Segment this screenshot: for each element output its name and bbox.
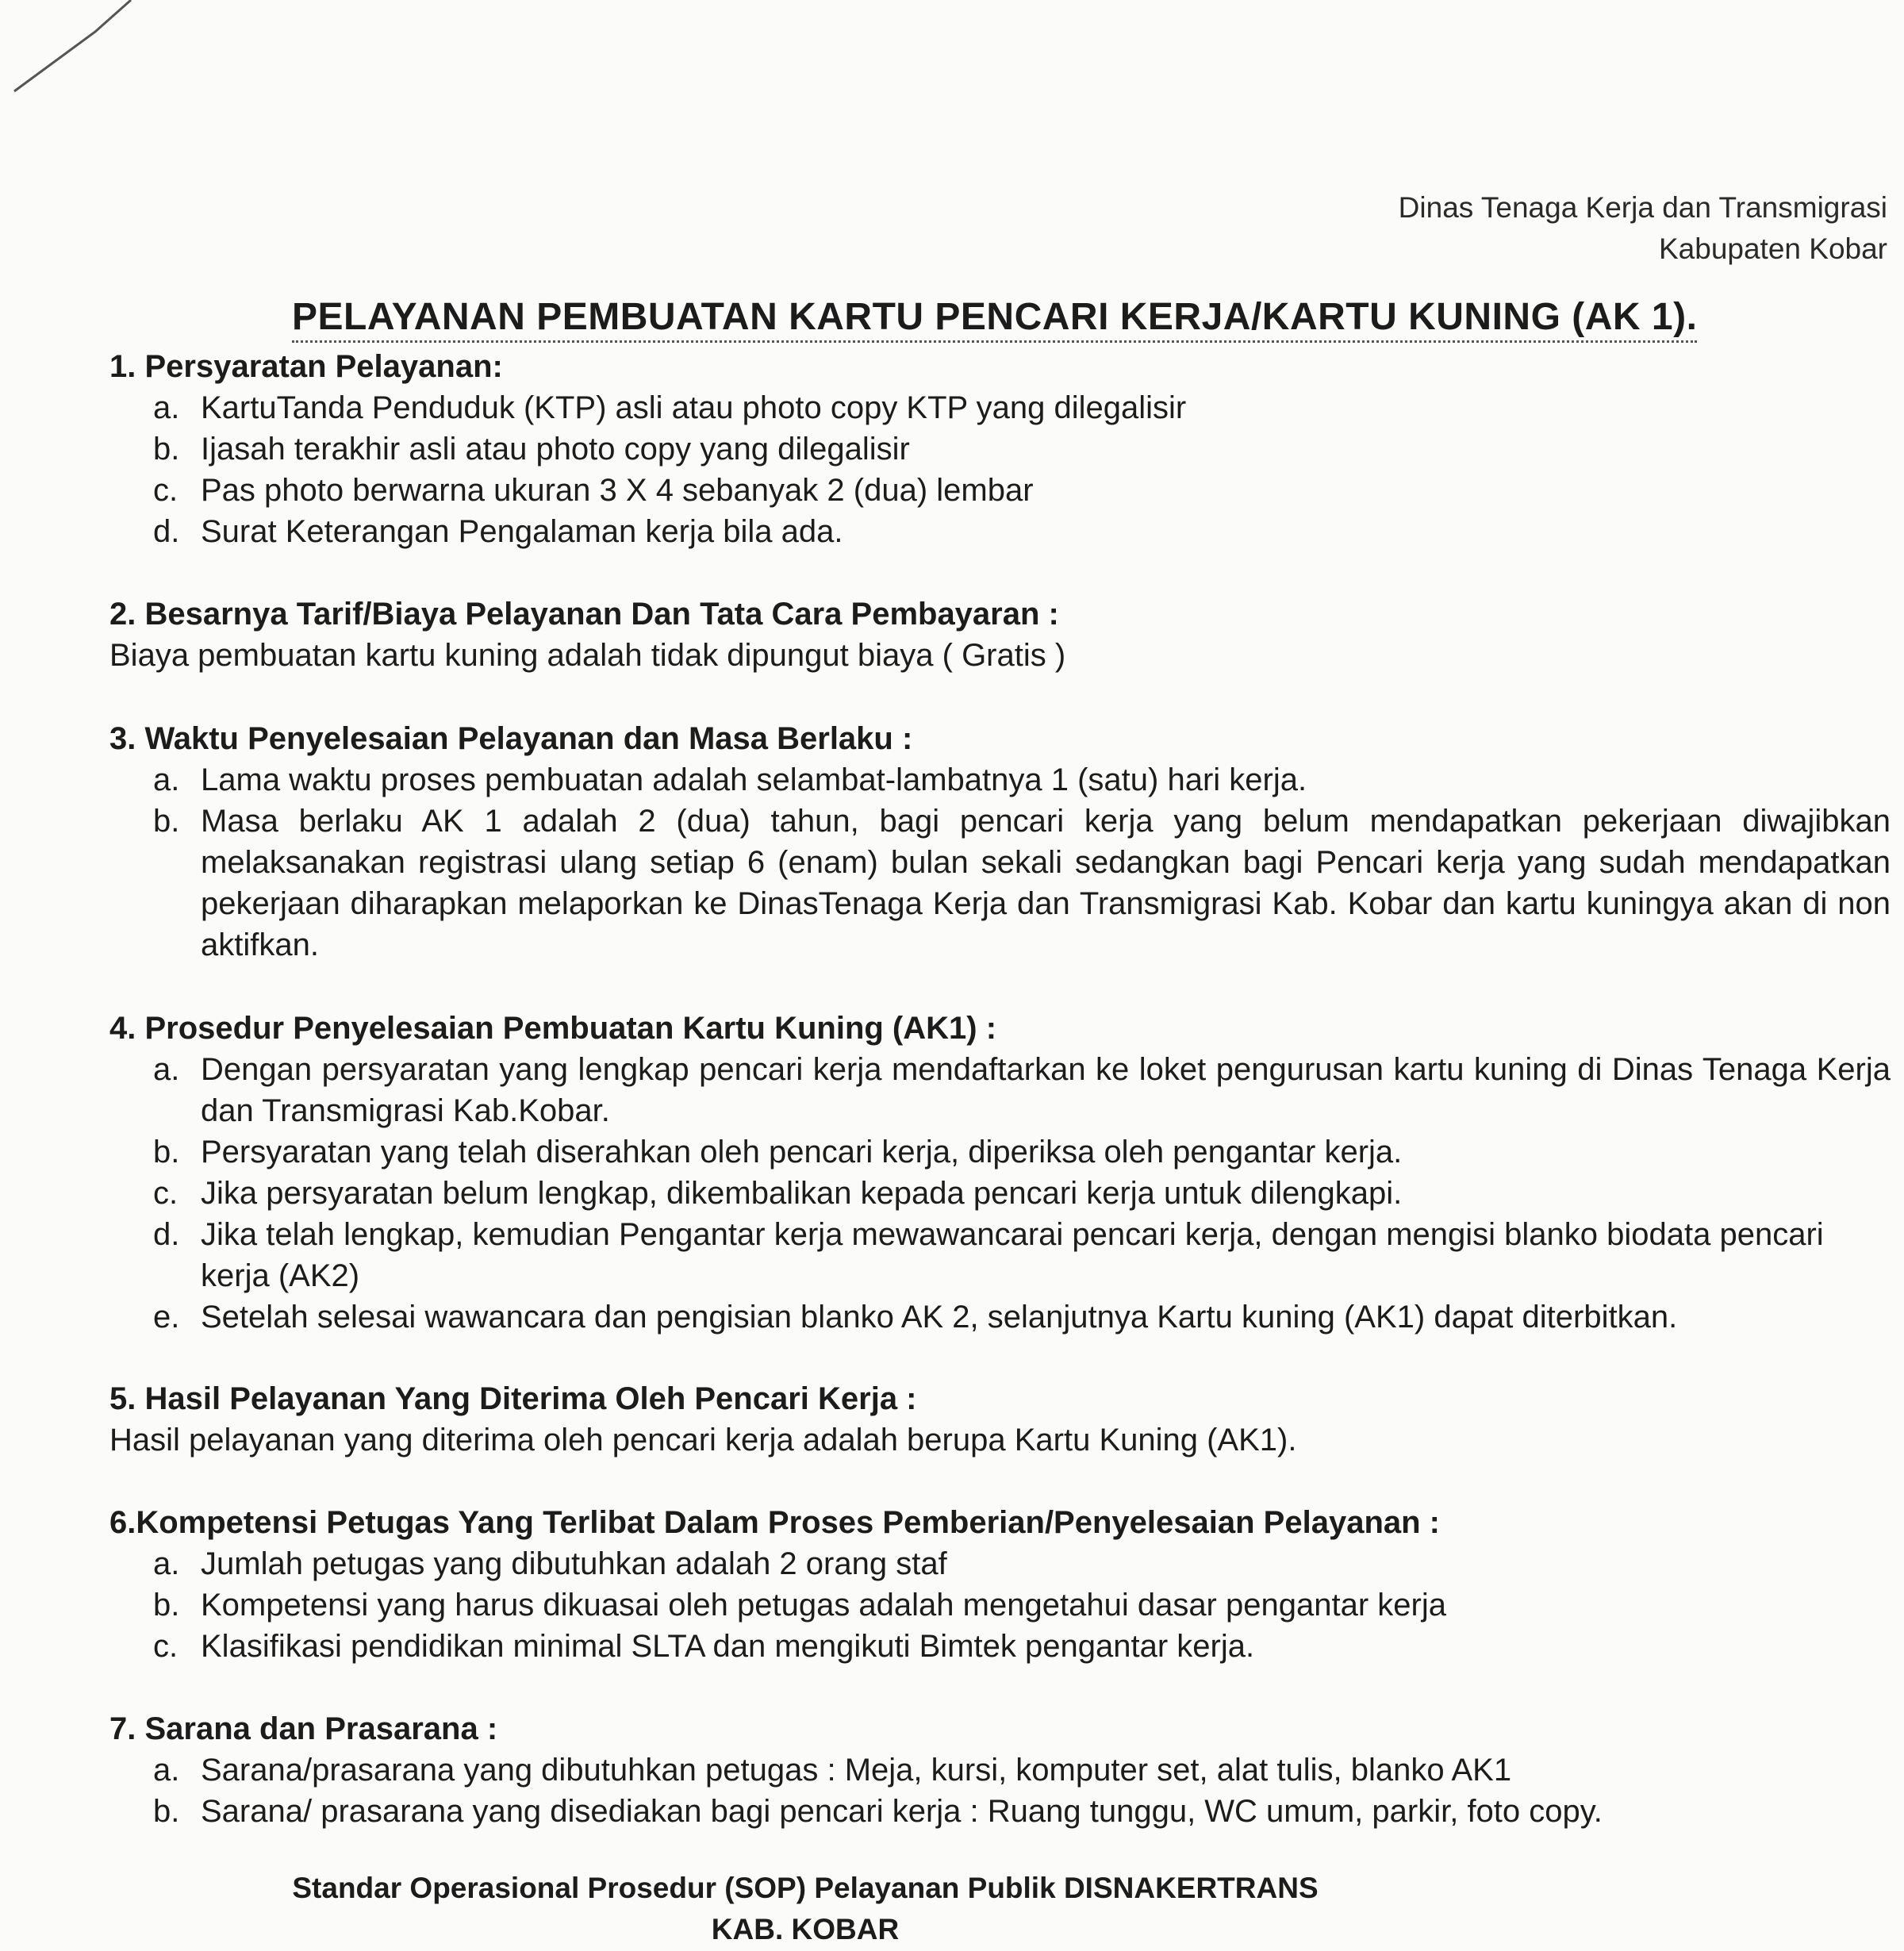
section-requirements [109,346,1891,552]
list-item [109,1214,1891,1296]
list-item [109,1173,1891,1214]
list-item [109,759,1891,801]
item-text: Klasifikasi pendidikan minimal SLTA dan mengikuti Bimtek pengantar kerja. [201,1629,1255,1664]
section-tariff [109,593,1891,676]
list-item [109,428,1891,470]
section-heading: 5. Hasil Pelayanan Yang Diterima Oleh Pencari Kerja : [109,1381,917,1416]
section-heading: 1. Persyaratan Pelayanan: [109,349,503,384]
document-footer [0,1868,1610,1950]
item-marker: a. [153,1753,180,1788]
item-text: Kompetensi yang harus dikuasai oleh petugas adalah mengetahui dasar pengantar kerja [201,1588,1446,1623]
item-marker: c. [153,1176,178,1211]
item-marker: d. [153,1217,180,1252]
section-facilities [109,1708,1891,1832]
list-item [109,1749,1891,1791]
list-item [109,801,1891,966]
section-heading: 7. Sarana dan Prasarana : [109,1711,498,1746]
item-marker: c. [153,1629,178,1664]
section-heading: 4. Prosedur Penyelesaian Pembuatan Kartu Kuning (AK1) : [109,1011,997,1046]
item-marker: e. [153,1300,180,1335]
list-item [109,387,1891,428]
item-text: Surat Keterangan Pengalaman kerja bila ada. [201,514,843,549]
item-text: Sarana/prasarana yang dibutuhkan petugas : Meja, kursi, komputer set, alat tulis, blanko AK1 [201,1753,1512,1788]
item-text: Persyaratan yang telah diserahkan oleh pencari kerja, diperiksa oleh pengantar kerja. [201,1135,1403,1169]
section-competence [109,1502,1891,1667]
item-marker: b. [153,1588,180,1623]
agency-header [1399,187,1887,270]
scan-fold-mark [0,0,143,111]
section-heading: 2. Besarnya Tarif/Biaya Pelayanan Dan Tata Cara Pembayaran : [109,597,1059,632]
facilities-list [109,1749,1891,1832]
section-heading: 3. Waktu Penyelesaian Pelayanan dan Masa Berlaku : [109,721,913,756]
item-marker: a. [153,390,180,425]
item-text: Ijasah terakhir asli atau photo copy yang dilegalisir [201,432,910,467]
procedure-list [109,1049,1891,1338]
item-marker: d. [153,514,180,549]
item-marker: b. [153,432,180,467]
requirements-list [109,387,1891,552]
section-body: Biaya pembuatan kartu kuning adalah tidak dipungut biaya ( Gratis ) [109,638,1066,673]
item-marker: a. [153,762,180,797]
item-text: KartuTanda Penduduk (KTP) asli atau photo copy KTP yang dilegalisir [201,390,1187,425]
list-item [109,1049,1891,1131]
list-item [109,1584,1891,1626]
item-text: Jumlah petugas yang dibutuhkan adalah 2 orang staf [201,1546,947,1581]
section-body: Hasil pelayanan yang diterima oleh pencari kerja adalah berupa Kartu Kuning (AK1). [109,1423,1297,1457]
list-item [109,1296,1891,1338]
list-item [109,1131,1891,1173]
item-marker: b. [153,804,180,839]
item-marker: a. [153,1052,180,1087]
list-item [109,511,1891,552]
list-item [109,470,1891,511]
section-duration [109,718,1891,966]
footer-line: KAB. KOBAR [711,1913,900,1945]
item-text: Lama waktu proses pembuatan adalah selambat-lambatnya 1 (satu) hari kerja. [201,762,1307,797]
item-text: Masa berlaku AK 1 adalah 2 (dua) tahun, bagi pencari kerja yang belum mendapatkan pekerjaan diwajibkan melaksanakan registrasi ulang setiap 6 (enam) bulan sekali sedangkan bagi Pencari kerja yang sudah mendapatkan pekerjaan diharapkan melaporkan ke DinasTenaga Kerja dan Transmigrasi Kab. Kobar dan kartu kuningya akan di non aktifkan. [201,804,1891,962]
item-marker: a. [153,1546,180,1581]
item-text: Sarana/ prasarana yang disediakan bagi pencari kerja : Ruang tunggu, WC umum, parkir, foto copy. [201,1794,1603,1829]
item-marker: b. [153,1135,180,1169]
item-marker: b. [153,1794,180,1829]
footer-line: Standar Operasional Prosedur (SOP) Pelayanan Publik DISNAKERTRANS [292,1872,1319,1904]
item-text: Jika persyaratan belum lengkap, dikembalikan kepada pencari kerja untuk dilengkapi. [201,1176,1403,1211]
list-item [109,1791,1891,1832]
list-item [109,1543,1891,1584]
agency-name: Dinas Tenaga Kerja dan Transmigrasi [1398,191,1887,224]
item-text: Dengan persyaratan yang lengkap pencari kerja mendaftarkan ke loket pengurusan kartu kuning di Dinas Tenaga Kerja dan Transmigrasi Kab.Kobar. [201,1052,1891,1128]
section-result [109,1378,1891,1461]
competence-list [109,1543,1891,1667]
item-text: Pas photo berwarna ukuran 3 X 4 sebanyak 2 (dua) lembar [201,473,1034,508]
duration-list [109,759,1891,966]
agency-regency: Kabupaten Kobar [1658,232,1887,265]
section-procedure [109,1008,1891,1338]
item-marker: c. [153,473,178,508]
list-item [109,1626,1891,1667]
item-text: Setelah selesai wawancara dan pengisian blanko AK 2, selanjutnya Kartu kuning (AK1) dapat diterbitkan. [201,1300,1678,1335]
document-title: PELAYANAN PEMBUATAN KARTU PENCARI KERJA/KARTU KUNING (AK 1). [292,295,1697,343]
section-heading: 6.Kompetensi Petugas Yang Terlibat Dalam Proses Pemberian/Penyelesaian Pelayanan : [109,1505,1440,1540]
item-text: Jika telah lengkap, kemudian Pengantar kerja mewawancarai pencari kerja, dengan mengisi blanko biodata pencari kerja (AK2) [201,1217,1824,1293]
